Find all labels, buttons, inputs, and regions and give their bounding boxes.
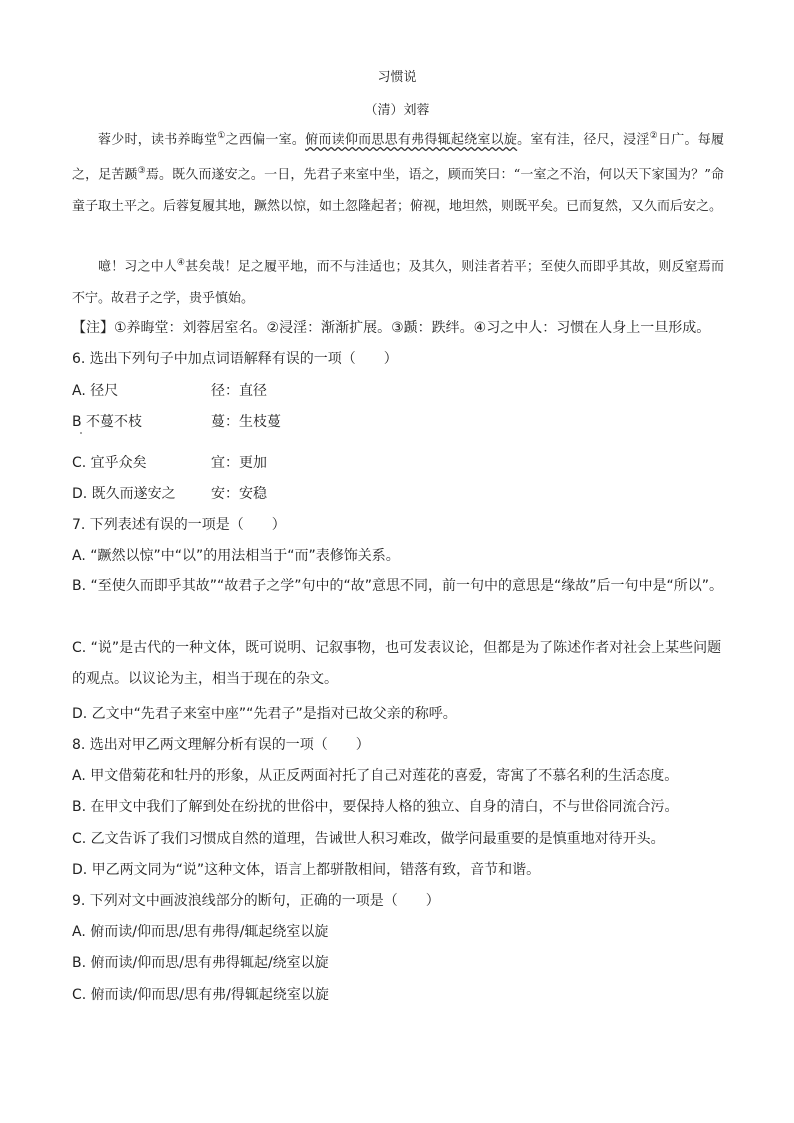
q6-option-d-label: D. 既久而遂安之	[72, 486, 176, 502]
note-marker-3: ③	[137, 165, 146, 176]
q6-option-a-label: A. 径尺	[72, 383, 119, 399]
q9-option-a: A. 俯而读/仰而思/思有弗得/辄起绕室以旋	[72, 924, 329, 940]
passage-author: （清）刘蓉	[364, 103, 430, 118]
q9-option-b: B. 俯而读/仰而思/思有弗得辄起/绕室以旋	[72, 955, 329, 971]
q7-option-d: D. 乙文中“先君子来室中座”“先君子”是指对已故父亲的称呼。	[72, 706, 457, 722]
q8-option-a: A. 甲文借菊花和牡丹的形象，从正反两面衬托了自己对莲花的喜爱，寄寓了不慕名利的生活态度。	[72, 768, 679, 784]
q6-option-c-gloss: 宜：更加	[211, 455, 267, 471]
q6-option-b-label: B 不蔓不枝	[72, 414, 143, 430]
question-9-stem: 9. 下列对文中画波浪线部分的断句，正确的一项是（ ）	[72, 893, 440, 909]
p2-text-start: 噫！习之中人	[98, 259, 177, 275]
q6-option-a-gloss: 径：直径	[211, 383, 267, 399]
p1-text-2: 之西偏一室。	[225, 132, 306, 148]
q7-option-c: C. “说”是古代的一种文体，既可说明、记叙事物，也可发表议论，但都是为了陈述作者对社会上某些问题的观点。以议论为主，相当于现在的杂文。	[72, 640, 722, 687]
note-marker-2: ②	[649, 131, 658, 141]
q7-option-b: B. “至使久而即乎其故”“故君子之学”句中的“故”意思不同，前一句中的意思是“缘故”后一句中是“所以”。	[72, 578, 724, 594]
q6-option-c-label: C. 宜乎众矣	[72, 455, 147, 471]
p1-text-start: 蓉少时，读书养晦堂	[98, 132, 218, 148]
stray-dot	[80, 432, 82, 434]
p1-text-rest: 焉。既久而遂安之。一日，先君子来室中坐，语之，顾而笑曰：“一室之不治，何以天下家国为？”命童子取土平之。后蓉复履其地，蹶然以惊，如土忽隆起者；俯视，地坦然，则既平矣。已而复然，又久而后安之。	[72, 167, 724, 214]
note-marker-4: ④	[176, 258, 186, 268]
annotation-notes: 【注】①养晦堂：刘蓉居室名。②浸淫：渐渐扩展。③踬：跌绊。④习之中人：习惯在人身上一旦形成。	[72, 320, 711, 336]
note-marker-1: ①	[217, 131, 226, 141]
p1-text-4: 日广。每履之，足苦踬	[72, 132, 724, 183]
q6-option-d-gloss: 安：安稳	[211, 486, 267, 502]
wavy-underlined-sentence: 俯而读仰而思思有弗得辄起绕室以旋	[305, 132, 518, 148]
q8-option-b: B. 在甲文中我们了解到处在纷扰的世俗中，要保持人格的独立、自身的清白，不与世俗同流合污。	[72, 799, 679, 815]
passage-paragraph-1	[72, 121, 724, 222]
p2-text-rest: 甚矣哉！足之履平地，而不与洼适也；及其久，则洼者若平；至使久而即乎其故，则反窒焉而不宁。故君子之学，贵乎慎始。	[72, 259, 724, 306]
question-7-stem: 7. 下列表述有误的一项是（ ）	[72, 517, 286, 533]
passage-title: 习惯说	[377, 70, 417, 85]
passage-paragraph-2	[72, 248, 724, 314]
p1-text-3: 。室有洼，径尺，浸淫	[517, 132, 650, 148]
q9-option-c: C. 俯而读/仰而思/思有弗/得辄起绕室以旋	[72, 987, 329, 1003]
q8-option-c: C. 乙文告诉了我们习惯成自然的道理，告诫世人积习难改，做学问最重要的是慎重地对待开头。	[72, 831, 665, 847]
q6-option-b-gloss: 蔓：生枝蔓	[211, 414, 281, 430]
q7-option-a: A. “蹶然以惊”中“以”的用法相当于“而”表修饰关系。	[72, 548, 400, 564]
question-8-stem: 8. 选出对甲乙两文理解分析有误的一项（ ）	[72, 737, 370, 753]
q8-option-d: D. 甲乙两文同为“说”这种文体，语言上都骈散相间，错落有致，音节和谐。	[72, 862, 541, 878]
question-6-stem: 6. 选出下列句子中加点词语解释有误的一项（ ）	[72, 351, 398, 367]
